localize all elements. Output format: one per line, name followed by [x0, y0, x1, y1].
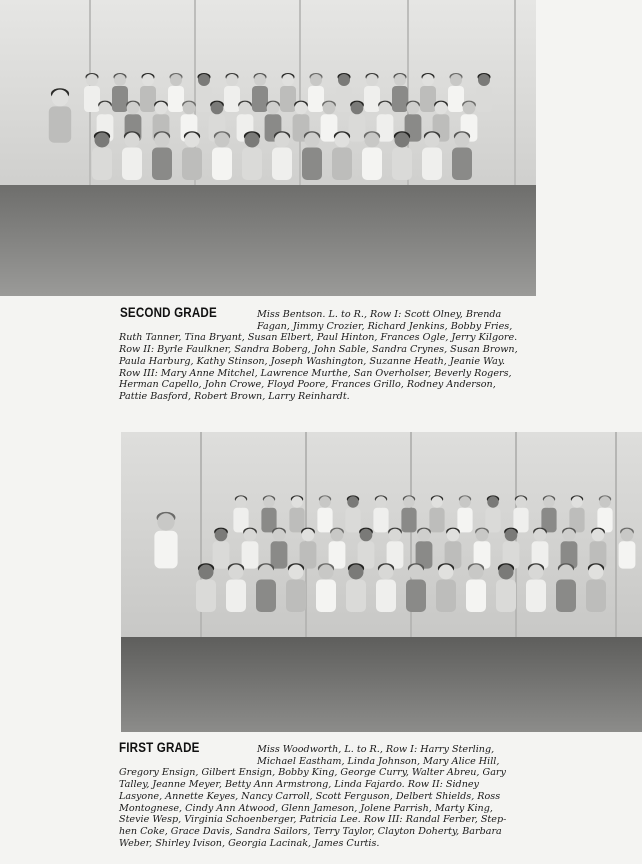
- caption-line: Lasyone, Annette Keyes, Nancy Carroll, Scott Ferguson, Delbert Shields, Ross: [119, 790, 501, 802]
- caption-line: Weber, Shirley Ivison, Georgia Lacinak, James Curtis.: [119, 837, 380, 849]
- caption-line: Fagan, Jimmy Crozier, Richard Jenkins, Bobby Fries,: [257, 320, 513, 332]
- caption-line: Talley, Jeanne Meyer, Betty Ann Armstrong, Linda Fajardo. Row II: Sidney: [119, 779, 479, 791]
- caption-line: Miss Bentson. L. to R., Row I: Scott Olney, Brenda: [257, 309, 502, 320]
- caption-line: Michael Eastham, Linda Johnson, Mary Alice Hill,: [257, 755, 500, 767]
- caption-line: Row II: Byrle Faulkner, Sandra Boberg, John Sable, Sandra Crynes, Susan Brown,: [119, 344, 518, 356]
- caption-first-grade: [119, 744, 539, 849]
- caption-line: Pattie Basford, Robert Brown, Larry Reinhardt.: [119, 390, 350, 402]
- caption-line: Gregory Ensign, Gilbert Ensign, Bobby King, George Curry, Walter Abreu, Gary: [119, 767, 506, 779]
- caption-line: Paula Harburg, Kathy Stinson, Joseph Washington, Suzanne Heath, Jeanie Way.: [119, 355, 506, 367]
- section-heading-second-grade: SECOND GRADE: [120, 305, 217, 320]
- caption-line: Montognese, Cindy Ann Atwood, Glenn Jameson, Jolene Parrish, Marty King,: [119, 802, 493, 814]
- first-grade-photo-image: [121, 432, 642, 732]
- caption-line: Stevie Wesp, Virginia Schoenberger, Patricia Lee. Row III: Randal Ferber, Step-: [119, 814, 507, 826]
- caption-line: Row III: Mary Anne Mitchel, Lawrence Murthe, San Overholser, Beverly Rogers,: [119, 367, 512, 379]
- caption-line: Miss Woodworth, L. to R., Row I: Harry Sterling,: [257, 744, 495, 755]
- caption-line: Herman Capello, John Crowe, Floyd Poore, Frances Grillo, Rodney Anderson,: [119, 379, 496, 391]
- section-heading-first-grade: FIRST GRADE: [119, 740, 200, 755]
- second-grade-photo-image: [0, 0, 536, 296]
- caption-line: hen Coke, Grace Davis, Sandra Sailors, Terry Taylor, Clayton Doherty, Barbara: [119, 825, 502, 837]
- first-grade-class-photo: [121, 432, 642, 732]
- second-grade-class-photo: [0, 0, 536, 296]
- caption-line: Ruth Tanner, Tina Bryant, Susan Elbert, Paul Hinton, Frances Ogle, Jerry Kilgore.: [119, 332, 518, 344]
- caption-second-grade: [119, 309, 539, 403]
